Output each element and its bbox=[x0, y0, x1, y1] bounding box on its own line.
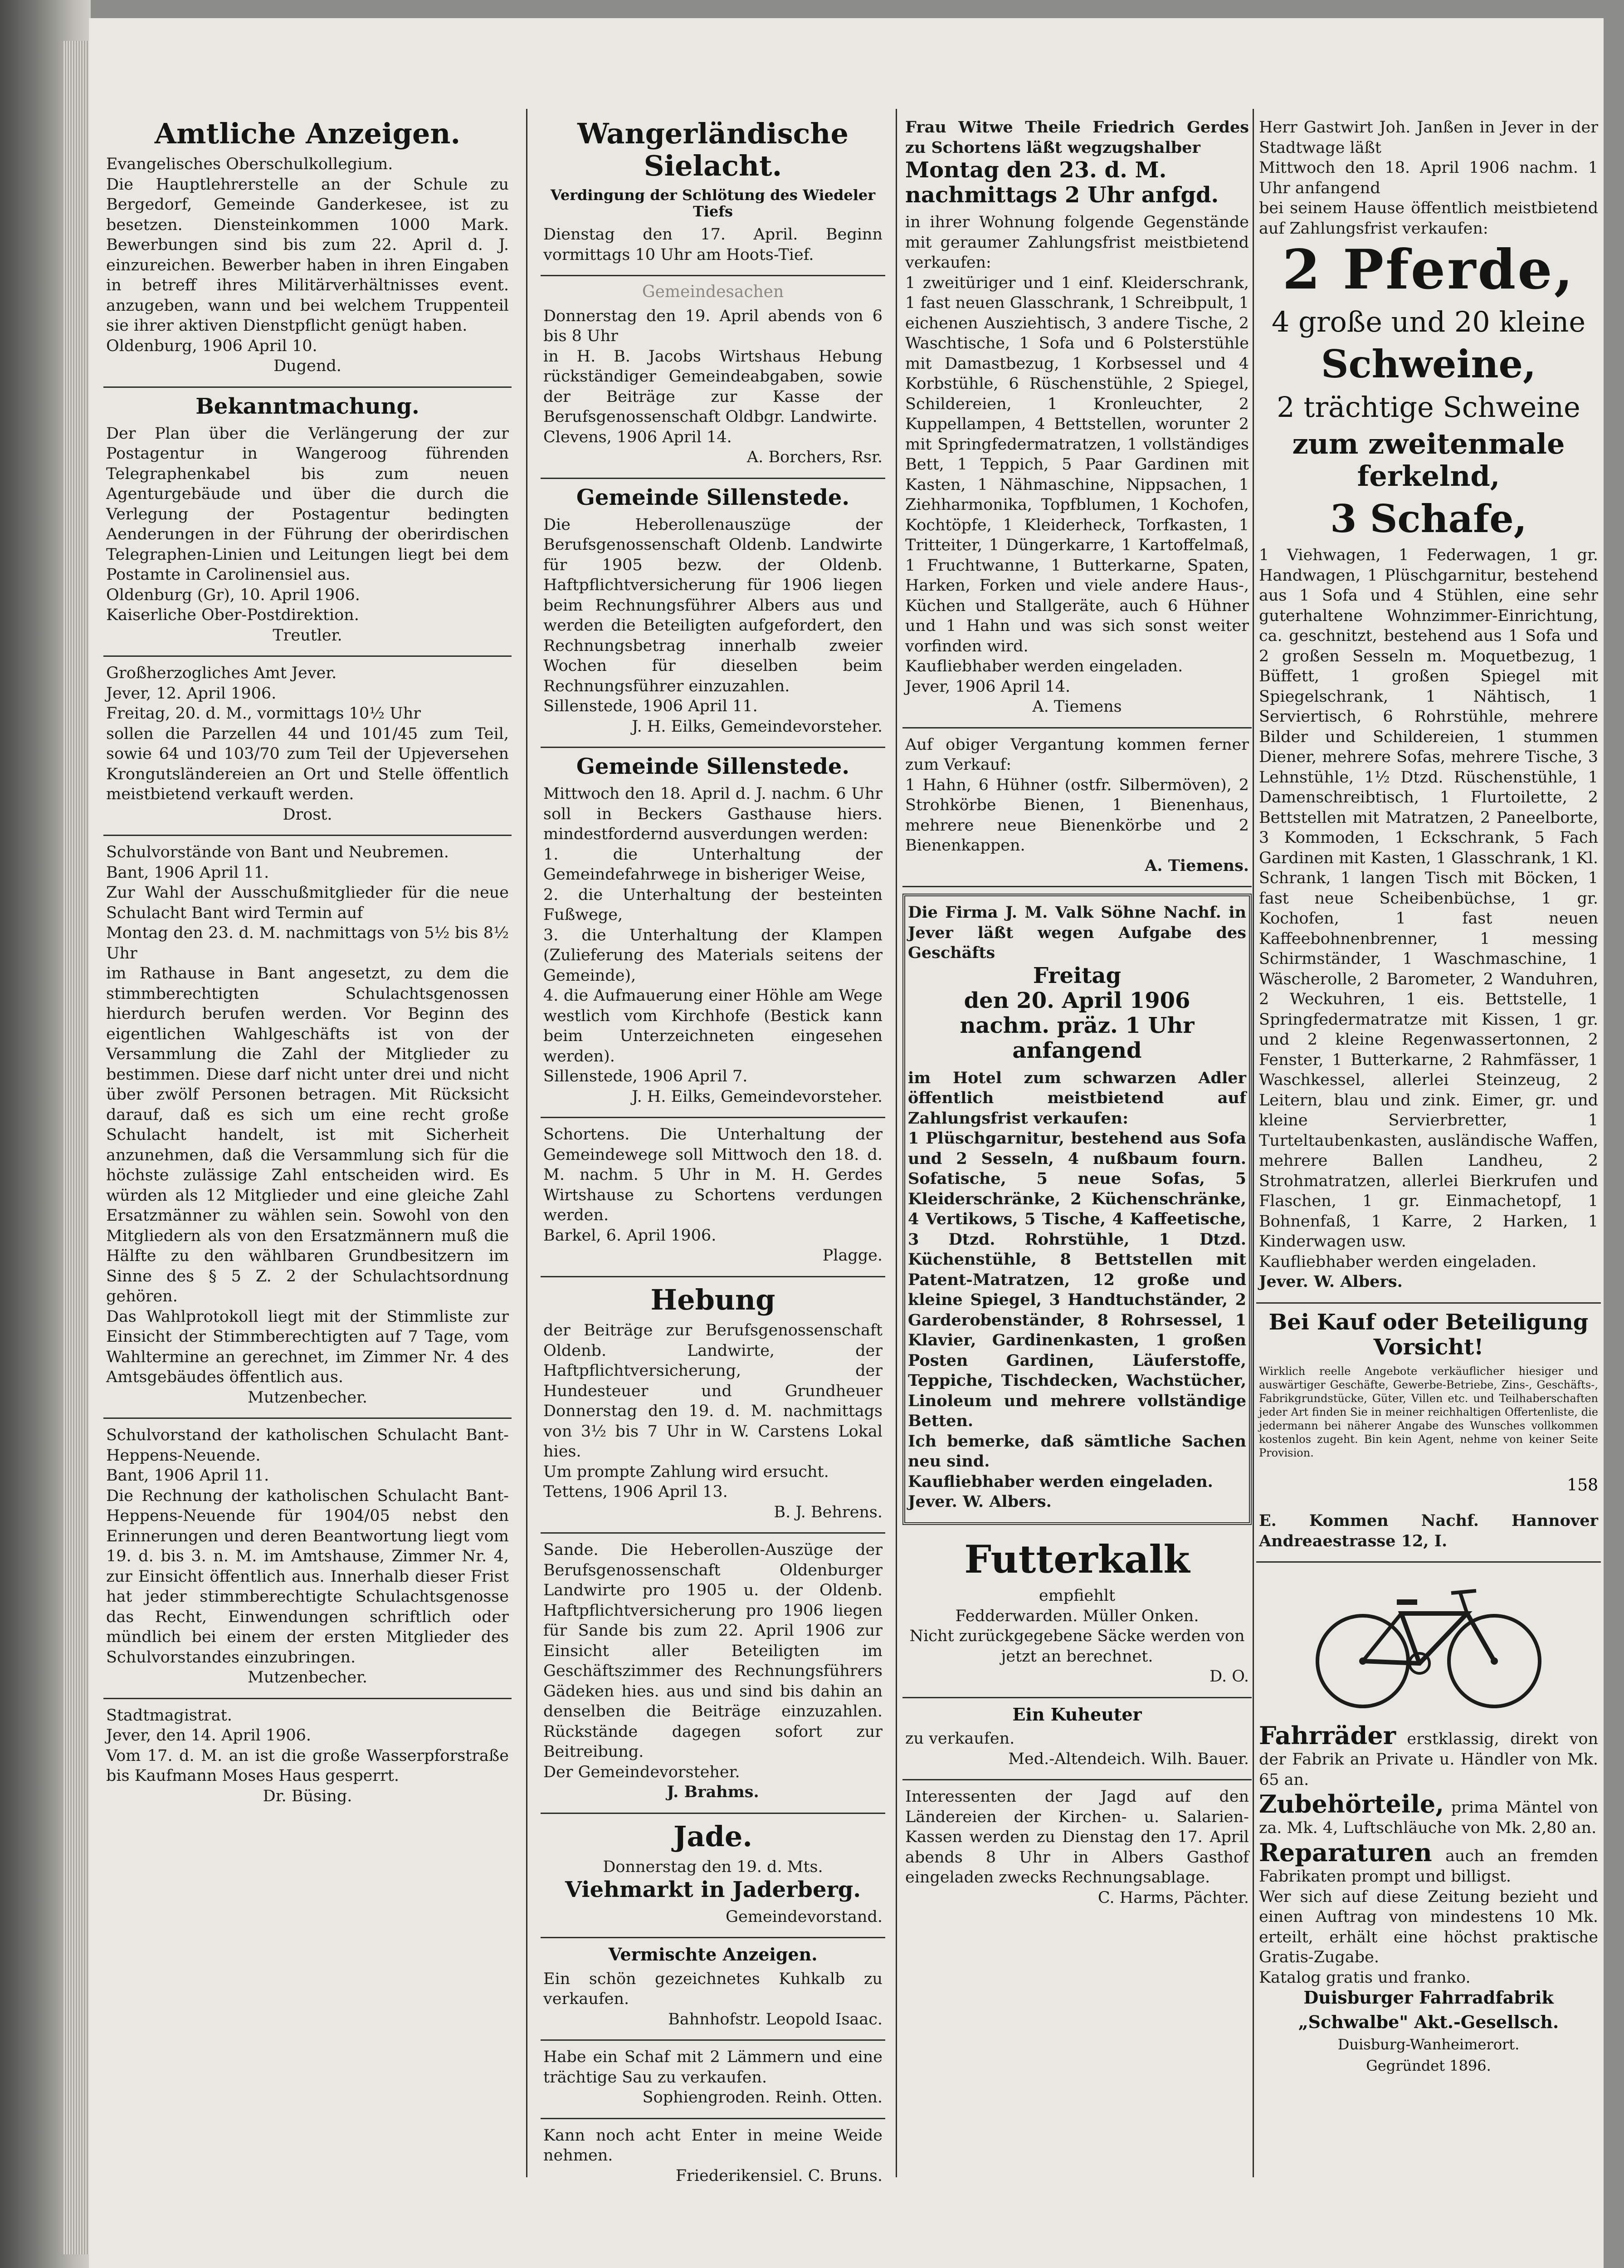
ad-intro: Die Firma J. M. Valk Söhne Nachf. in Jever läßt wegen Aufgabe des Geschäfts bbox=[908, 903, 1246, 963]
notice-enter bbox=[541, 2119, 885, 2196]
notice-signature: Gemeindevorstand. bbox=[726, 1907, 883, 1926]
notice-signature: Bahnhofstr. Leopold Isaac. bbox=[668, 2010, 883, 2028]
ad-body: Wirklich reelle Angebote verkäuflicher hiesiger und auswärtiger Geschäfte, Gewerbe-Betriebe, Zins-, Geschäfts-, Fabrikgrundstücke, Güter, Villen etc. und Teilhaberschaften jeder Art finden Sie in meiner reichhaltigen Offertenliste, die jedermann bei näherer Angabe des Wunsches vollkommen kostenlos zugeht. Bin kein Agent, nehme von keiner Seite Provision. bbox=[1259, 1365, 1598, 1460]
ad-theile-auction bbox=[902, 111, 1252, 728]
notice-body: Kann noch acht Enter in meine Weide nehmen. bbox=[543, 2126, 883, 2165]
notice-hebung bbox=[541, 1277, 885, 1534]
column-rule bbox=[526, 109, 527, 2177]
ad-company: „Schwalbe" Akt.-Gesellsch. bbox=[1298, 2011, 1559, 2032]
notice-signature: Plagge. bbox=[822, 1246, 883, 1265]
column-3 bbox=[902, 111, 1252, 1918]
ad-highlight-schafe: 3 Schafe, bbox=[1330, 496, 1527, 541]
ad-body bbox=[1259, 1838, 1598, 1988]
notice-gemeinde-sillenstede-1 bbox=[541, 479, 885, 748]
ad-body bbox=[1259, 1790, 1598, 1838]
notice-signature: A. Borchers, Rsr. bbox=[746, 448, 883, 467]
section-heading: Amtliche Anzeigen. bbox=[154, 117, 461, 150]
column-2 bbox=[541, 111, 885, 2196]
ad-highlight-schweine: Schweine, bbox=[1321, 342, 1536, 387]
ad-body: Auf obiger Vergantung kommen ferner zum Verkauf: 1 Hahn, 6 Hühner (ostfr. Silbermöven), 2 Strohkörbe Bienen, 1 Bienenhaus, mehrere neue Bienenkörbe und 2 Bienenkappen. bbox=[905, 735, 1249, 855]
notice-amt-jever bbox=[103, 657, 512, 836]
ad-heading: Ein Kuheuter bbox=[1012, 1704, 1142, 1725]
notice-signature: Friederikensiel. C. Bruns. bbox=[675, 2166, 883, 2185]
notice-signature: Dugend. bbox=[273, 357, 341, 376]
notice-sielacht bbox=[541, 111, 885, 276]
notice-subheading: Verdingung der Schlötung des Wiedeler Tiefs bbox=[550, 186, 876, 220]
notice-body: Dienstag den 17. April. Beginn vormittags 10 Uhr am Hoots-Tief. bbox=[543, 225, 883, 264]
notice-signature: Dr. Büsing. bbox=[263, 1787, 352, 1805]
notice-body: Schulvorstand der katholischen Schulacht Bant-Heppens-Neuende. Bant, 1906 April 11. Die Rechnung der katholischen Schulacht Bant-Heppens-Neuende für 1904/05 nebst den Erinnerungen und deren Beantwortung liegt vom 19. d. bis 3. n. M. im Amtshause, Zimmer Nr. 4, zur Einsicht öffentlich aus. Innerhalb dieser Frist hat jeder stimmberechtigte Schulachtsgenosse das Recht, Einwendungen schriftlich oder mündlich bei einem der ersten Mitglieder des Schulvorstandes einzubringen. bbox=[106, 1426, 509, 1667]
ad-signature: C. Harms, Pächter. bbox=[1097, 1888, 1249, 1907]
ad-text: prima Mäntel von za. Mk. 4, Luftschläuche von Mk. 2,80 an. bbox=[1259, 1799, 1598, 1838]
ad-futterkalk bbox=[902, 1531, 1252, 1698]
notice-body: der Beiträge zur Berufsgenossenschaft Oldenb. Landwirte, der Haftpflichtversicherung, der Hundesteuer und Grundheuer Donnerstag den 19. d. M. nachmittags von 3½ bis 7 Uhr in W. Carstens Lokal hies. Um prompte Zahlung wird ersucht. Tettens, 1906 April 13. bbox=[543, 1321, 883, 1501]
notice-body: Mittwoch den 18. April d. J. nachm. 6 Uhr soll in Beckers Gasthause hiers. mindestfordernd ausverdungen werden: 1. die Unterhaltung der Gemeindefahrwege in bisheriger Weise, 2. die Unterhaltung der besteinten Fußwege, 3. die Unterhaltung der Klampen (Zulieferung des Materials seitens der Gemeinde), 4. die Aufmauerung einer Höhle am Wege westlich vom Kirchhofe (Bestick kann beim Unterzeichneten eingesehen werden). Sillenstede, 1906 April 7. bbox=[543, 785, 883, 1086]
notice-body: Habe ein Schaf mit 2 Lämmern und eine trächtige Sau zu verkaufen. bbox=[543, 2048, 883, 2087]
column-1 bbox=[103, 111, 512, 1816]
ad-valk-auction bbox=[902, 894, 1252, 1525]
ad-body bbox=[1259, 1721, 1598, 1790]
ad-date-highlight: Freitag den 20. April 1906 nachm. präz. 1 Uhr anfangend bbox=[960, 963, 1195, 1064]
ad-signature: D. O. bbox=[1209, 1667, 1249, 1686]
bicycle-icon bbox=[1311, 1577, 1546, 1713]
notice-heading: Hebung bbox=[650, 1283, 775, 1316]
ad-heading: Bei Kauf oder Beteiligung Vorsicht! bbox=[1268, 1309, 1589, 1360]
ad-heading: Futterkalk bbox=[964, 1536, 1190, 1582]
notice-body: Schulvorstände von Bant und Neubremen. Bant, 1906 April 11. Zur Wahl der Ausschußmitglieder für die neue Schulacht Bant wird Termin auf Montag den 23. d. M. nachmittags von 5½ bis 8½ Uhr im Rathause in Bant angesetzt, zu dem die stimmberechtigten Schulachtsgenossen hierdurch berufen werden. Vor Beginn des eigentlichen Wahlgeschäfts ist von der Versammlung die Zahl der Mitglieder zu bestimmen. Diese darf nicht unter drei und nicht über zwölf Personen betragen. Mit Rücksicht darauf, daß es sich um eine recht große Schulacht handelt, ist mit Sicherheit anzunehmen, daß die Versammlung sich für die höchste zulässige Zahl entscheiden wird. Es würden als 12 Mitglieder und eine gleiche Zahl Ersatzmänner zu wählen sein. Sowohl von den Mitgliedern als von den Ersatzmännern muß die Hälfte zu den wählbaren Grundbesitzern im Sinne des § 5 Z. 2 der Schulachtsordnung gehören. Das Wahlprotokoll liegt mit der Stimmliste zur Einsicht der Stimmberechtigten auf 7 Tage, vom Wahltermine an gerechnet, im Zimmer Nr. 4 des Amtsgebäudes öffentlich aus. bbox=[106, 843, 509, 1387]
notice-signature: B. J. Behrens. bbox=[774, 1503, 883, 1521]
ad-kuheuter bbox=[902, 1698, 1252, 1781]
notice-oberschulkollegium bbox=[103, 111, 512, 388]
notice-kuhkalb bbox=[541, 1938, 885, 2041]
column-4 bbox=[1256, 111, 1601, 2089]
notice-signature: Drost. bbox=[283, 805, 332, 824]
ad-highlight-pferde: 2 Pferde, bbox=[1282, 238, 1575, 302]
notice-signature: Mutzenbecher. bbox=[247, 1668, 368, 1687]
notice-signature: Mutzenbecher. bbox=[247, 1388, 368, 1407]
notice-body: Großherzogliches Amt Jever. Jever, 12. April 1906. Freitag, 20. d. M., vormittags 10½ Uhr sollen die Parzellen 44 und 101/45 zum Teil, sowie 64 und 103/70 zum Teil der Upjeversehen Krongutsländereien an Ort und Stelle öffentlich meistbietend verkauft werden. bbox=[106, 664, 509, 804]
ad-signature: Jever. W. Albers. bbox=[1259, 1272, 1403, 1291]
ad-body: in ihrer Wohnung folgende Gegenstände mit geraumer Zahlungsfrist meistbietend verkaufen: 1 zweitüriger und 1 einf. Kleiderschrank, 1 fast neuen Glasschrank, 1 Schreibpult, 1 eichenen Ausziehtisch, 3 andere Tische, 2 Waschtische, 1 Sofa und 6 Polsterstühle mit Damastbezug, 1 Korbsessel und 4 Korbstühle, 6 Rüschenstühle, 2 Spiegel, Schildereien, 1 Kronleuchter, 2 Kuppellampen, 4 Bettstellen, worunter 2 mit Springfedermatratzen, 1 vollständiges Bett, 1 Teppich, 5 Paar Gardinen mit Kasten, 1 Nähmaschine, Nippsachen, 1 Ziehharmonika, Topfblumen, 1 Kochofen, Kochtöpfe, 1 Kleiderheck, Torfkasten, 1 Tritteiter, 1 Düngerkarre, 1 Kartoffelmaß, 1 Fruchtwanne, 1 Butterkarne, Spaten, Harken, Forken und viele andere Haus-, Küchen und Stallgeräte, auch 6 Hühner und 1 Hahn und was sich sonst weiter vorfinden wird. Kaufliebhaber werden eingeladen. Jever, 1906 April 14. bbox=[905, 213, 1249, 696]
ad-product-zubehoer: Zubehörteile, bbox=[1259, 1789, 1444, 1819]
section-heading: Gemeindesachen bbox=[642, 283, 784, 302]
ad-intro: Herr Gastwirt Joh. Janßen in Jever in der Stadtwage läßt Mittwoch den 18. April 1906 nachm. 1 Uhr anfangend bei seinem Hause öffentlich meistbietend auf Zahlungsfrist verkaufen: bbox=[1259, 118, 1598, 238]
ad-signature: A. Tiemens bbox=[1032, 698, 1122, 716]
notice-signature: J. H. Eilks, Gemeindevorsteher. bbox=[632, 717, 883, 736]
notice-jade bbox=[541, 1814, 885, 1938]
notice-schortens bbox=[541, 1118, 885, 1277]
ad-text: auch an fremden Fabrikaten prompt und billigst. Wer sich auf diese Zeitung bezieht und einen Auftrag von mindestens 10 Mk. erteilt, erhält eine höchst praktische Gratis-Zugabe. Katalog gratis und franko. bbox=[1259, 1847, 1598, 1987]
notice-schulvorstaende-bant bbox=[103, 836, 512, 1419]
column-rule bbox=[896, 109, 897, 2177]
notice-body: Donnerstag den 19. April abends von 6 bis 8 Uhr in H. B. Jacobs Wirtshaus Hebung rückständiger Gemeindeabgaben, sowie der Beiträge zur Kasse der Berufsgenossenschaft Oldbgr. Landwirte. Clevens, 1906 April 14. bbox=[543, 307, 883, 446]
notice-bekanntmachung bbox=[103, 388, 512, 657]
ad-company-location: Duisburg-Wanheimerort. bbox=[1337, 2036, 1520, 2053]
ad-highlight-line: 2 trächtige Schweine bbox=[1277, 390, 1580, 424]
ad-body: empfiehlt Fedderwarden. Müller Onken. Nicht zurückgegebene Säcke werden von jetzt an berechnet. bbox=[909, 1587, 1245, 1666]
notice-signature: Treutler. bbox=[273, 626, 342, 645]
notice-body: Ein schön gezeichnetes Kuhkalb zu verkaufen. bbox=[543, 1970, 883, 2009]
ad-signature: E. Kommen Nachf. Hannover Andreaestrasse 12, I. bbox=[1259, 1511, 1598, 1550]
notice-body: Stadtmagistrat. Jever, den 14. April 1906. Vom 17. d. M. an ist die große Wasserpforstraße bis Kaufmann Moses Haus gesperrt. bbox=[106, 1706, 509, 1785]
notice-signature: J. Brahms. bbox=[667, 1783, 759, 1802]
ad-janssen-auction bbox=[1256, 111, 1601, 1304]
notice-signature: Sophiengroden. Reinh. Otten. bbox=[642, 2088, 883, 2107]
notice-body: Die Heberollenauszüge der Berufsgenossenschaft Oldenb. Landwirte für 1905 bezw. der Oldenb. Haftpflichtversicherung für 1906 liegen beim Rechnungsführer Albers aus und werden die Beteiligten aufgefordert, den Rechnungsbetrag innerhalb zweier Wochen für dieselben beim Rechnungsführer einzuzahlen. Sillenstede, 1906 April 11. bbox=[543, 515, 883, 716]
notice-heading: Gemeinde Sillenstede. bbox=[576, 484, 850, 510]
ad-signature: Jever. W. Albers. bbox=[908, 1492, 1052, 1511]
notice-heading: Gemeinde Sillenstede. bbox=[576, 754, 850, 780]
ad-number: 158 bbox=[1567, 1476, 1598, 1495]
notice-body: Schortens. Die Unterhaltung der Gemeindewege soll Mittwoch den 18. d. M. nachm. 5 Uhr in M. H. Gerdes Wirtshause zu Schortens verdungen werden. Barkel, 6. April 1906. bbox=[543, 1125, 883, 1245]
section-heading: Wangerländische Sielacht. bbox=[577, 117, 849, 183]
ad-vorsicht bbox=[1256, 1304, 1601, 1563]
ad-text: erstklassig, direkt von der Fabrik an Private u. Händler von Mk. 65 an. bbox=[1259, 1730, 1598, 1789]
notice-body: Der Plan über die Verlängerung der zur Postagentur in Wangeroog führenden Telegraphenkabel bis zum neuen Agenturgebäude und über die durch die Verlegung der Postagentur bedingten Aenderungen in der Führung der oberirdischen Telegraphen-Linien und Leitungen liegt bei dem Postamte in Carolinensiel aus. Oldenburg (Gr), 10. April 1906. Kaiserliche Ober-Postdirektion. bbox=[106, 424, 509, 625]
notice-stadtmagistrat bbox=[103, 1699, 512, 1817]
ad-product-reparaturen: Reparaturen bbox=[1259, 1838, 1432, 1867]
notice-gemeindesachen bbox=[541, 276, 885, 479]
ad-body: zu verkaufen. bbox=[905, 1730, 1015, 1748]
ad-signature: A. Tiemens. bbox=[1145, 856, 1249, 875]
ad-highlight-line: zum zweitenmale ferkelnd, bbox=[1292, 427, 1565, 493]
notice-gemeinde-sillenstede-2 bbox=[541, 748, 885, 1118]
ad-body: 1 Viehwagen, 1 Federwagen, 1 gr. Handwagen, 1 Plüschgarnitur, bestehend aus 1 Sofa und 4 Stühlen, eine sehr guterhaltene Wohnzimmer-Einrichtung, ca. geschnitzt, bestehend aus 1 Sofa und 2 großen Sesseln m. Moquetbezug, 1 Büffett, 1 großen Spiegel mit Spiegelschrank, 1 Nähtisch, 1 Serviertisch, 6 Rohrstühle, mehrere Bilder und Schildereien, 1 stummen Diener, mehrere Sofas, mehrere Tische, 3 Lehnstühle, 1½ Dtzd. Rüschenstühle, 1 Damenschreibtisch, 1 Flurtoilette, 2 Bettstellen mit Matratzen, 2 Paneelborte, 3 Kommoden, 1 Eckschrank, 5 Fach Gardinen mit Kasten, 1 Glasschrank, 1 Kl. Schrank, 1 langen Tisch mit Böcken, 1 fast neue Scheibenbüchse, 1 gr. Kochofen, 1 fast neuen Kaffeebohnenbrenner, 1 messing Schirmständer, 1 Waschmaschine, 1 Wäscherolle, 2 Barometer, 2 Wanduhren, 2 Weckuhren, 1 eis. Bettstelle, 1 Springfedermatratze mit Kissen, 1 gr. und 2 kleine Regenwassertonnen, 2 Fenster, 1 Butterkarne, 2 Rahmfässer, 1 Waschkessel, allerlei Steinzeug, 2 Leitern, blau und zink. Eimer, gr. und kleine Servierbretter, 1 Turteltaubenkasten, ausländische Waffen, mehrere Ballen Landheu, 2 Strohmatratzen, allerlei Bierkrufen und Flaschen, 1 gr. Einmachetopf, 1 Bohnenfaß, 1 Karre, 2 Harken, 1 Kinderwagen usw. Kaufliebhaber werden eingeladen. bbox=[1259, 546, 1598, 1271]
ad-fahrraeder bbox=[1256, 1563, 1601, 2089]
ad-company: Duisburger Fahrradfabrik bbox=[1303, 1987, 1554, 2008]
ad-body: im Hotel zum schwarzen Adler öffentlich meistbietend auf Zahlungsfrist verkaufen: 1 Plüschgarnitur, bestehend aus Sofa und 2 Sesseln, 4 nußbaum fourn. Sofatische, 5 neue Sofas, 5 Kleiderschränke, 2 Küchenschränke, 4 Vertikows, 5 Tische, 4 Kaffeetische, 3 Dtzd. Rohrstühle, 1 Dtzd. Küchenstühle, 8 Bettstellen mit Patent-Matratzen, 12 große und kleine Spiegel, 3 Handtuchständer, 2 Garderobenständer, 8 Rohrsessel, 1 Klavier, Gardinenkasten, 1 großen Posten Gardinen, Läuferstoffe, Teppiche, Tischdecken, Wachstücher, Linoleum und mehrere vollständige Betten. Ich bemerke, daß sämtliche Sachen neu sind. Kaufliebhaber werden eingeladen. bbox=[908, 1068, 1246, 1491]
notice-highlight: Viehmarkt in Jaderberg. bbox=[565, 1877, 861, 1902]
ad-intro: Frau Witwe Theile Friedrich Gerdes zu Schortens läßt wegzugshalber bbox=[905, 118, 1249, 157]
section-heading: Vermischte Anzeigen. bbox=[608, 1944, 818, 1965]
notice-signature: J. H. Eilks, Gemeindevorsteher. bbox=[632, 1087, 883, 1106]
notice-heading: Bekanntmachung. bbox=[195, 393, 419, 419]
ad-product-fahrraeder: Fahrräder bbox=[1259, 1721, 1396, 1750]
ad-body: Interessenten der Jagd auf den Ländereien der Kirchen- u. Salarien-Kassen werden zu Dienstag den 17. April abends 8 Uhr in Albers Gasthof eingeladen zwecks Rechnungsablage. bbox=[905, 1788, 1249, 1887]
ad-highlight-line: 4 große und 20 kleine bbox=[1271, 305, 1586, 338]
column-rule bbox=[1253, 109, 1254, 2177]
ad-date-highlight: Montag den 23. d. M. nachmittags 2 Uhr anfgd. bbox=[905, 157, 1219, 208]
notice-body: Evangelisches Oberschulkollegium. Die Hauptlehrerstelle an der Schule zu Bergedorf, Gemeinde Ganderkesee, ist zu besetzen. Diensteinkommen 1000 Mark. Bewerbungen sind bis zum 22. April d. J. einzureichen. Bewerber haben in ihren Eingaben in betreff ihres Militärverhältnisses event. anzugeben, wann und bei welchem Truppenteil sie ihrer aktiven Dienstpflicht genügt haben. Oldenburg, 1906 April 10. bbox=[106, 155, 509, 355]
ad-company-founded: Gegründet 1896. bbox=[1366, 2057, 1491, 2075]
notice-body: Sande. Die Heberollen-Auszüge der Berufsgenossenschaft Oldenburger Landwirte pro 1905 u. der Oldenb. Haftpflichtversicherung pro 1906 liegen für Sande bis zum 22. April 1906 zur Einsicht aller Beteiligten im Geschäftszimmer des Rechnungsführers Gädeken hies. aus und sind bis dahin an denselben die Beiträge einzuzahlen. Rückstände dagegen sofort zur Beitreibung. Der Gemeindevorsteher. bbox=[543, 1541, 883, 1781]
page-stack-edge bbox=[63, 41, 91, 2254]
ad-jagd bbox=[902, 1780, 1252, 1918]
notice-schulacht-katholisch bbox=[103, 1419, 512, 1699]
ad-tiemens bbox=[902, 728, 1252, 888]
notice-body: Donnerstag den 19. d. Mts. bbox=[603, 1858, 823, 1877]
notice-schaf bbox=[541, 2041, 885, 2119]
notice-sande bbox=[541, 1534, 885, 1814]
notice-heading: Jade. bbox=[673, 1819, 752, 1853]
ad-signature: Med.-Altendeich. Wilh. Bauer. bbox=[1008, 1750, 1249, 1768]
